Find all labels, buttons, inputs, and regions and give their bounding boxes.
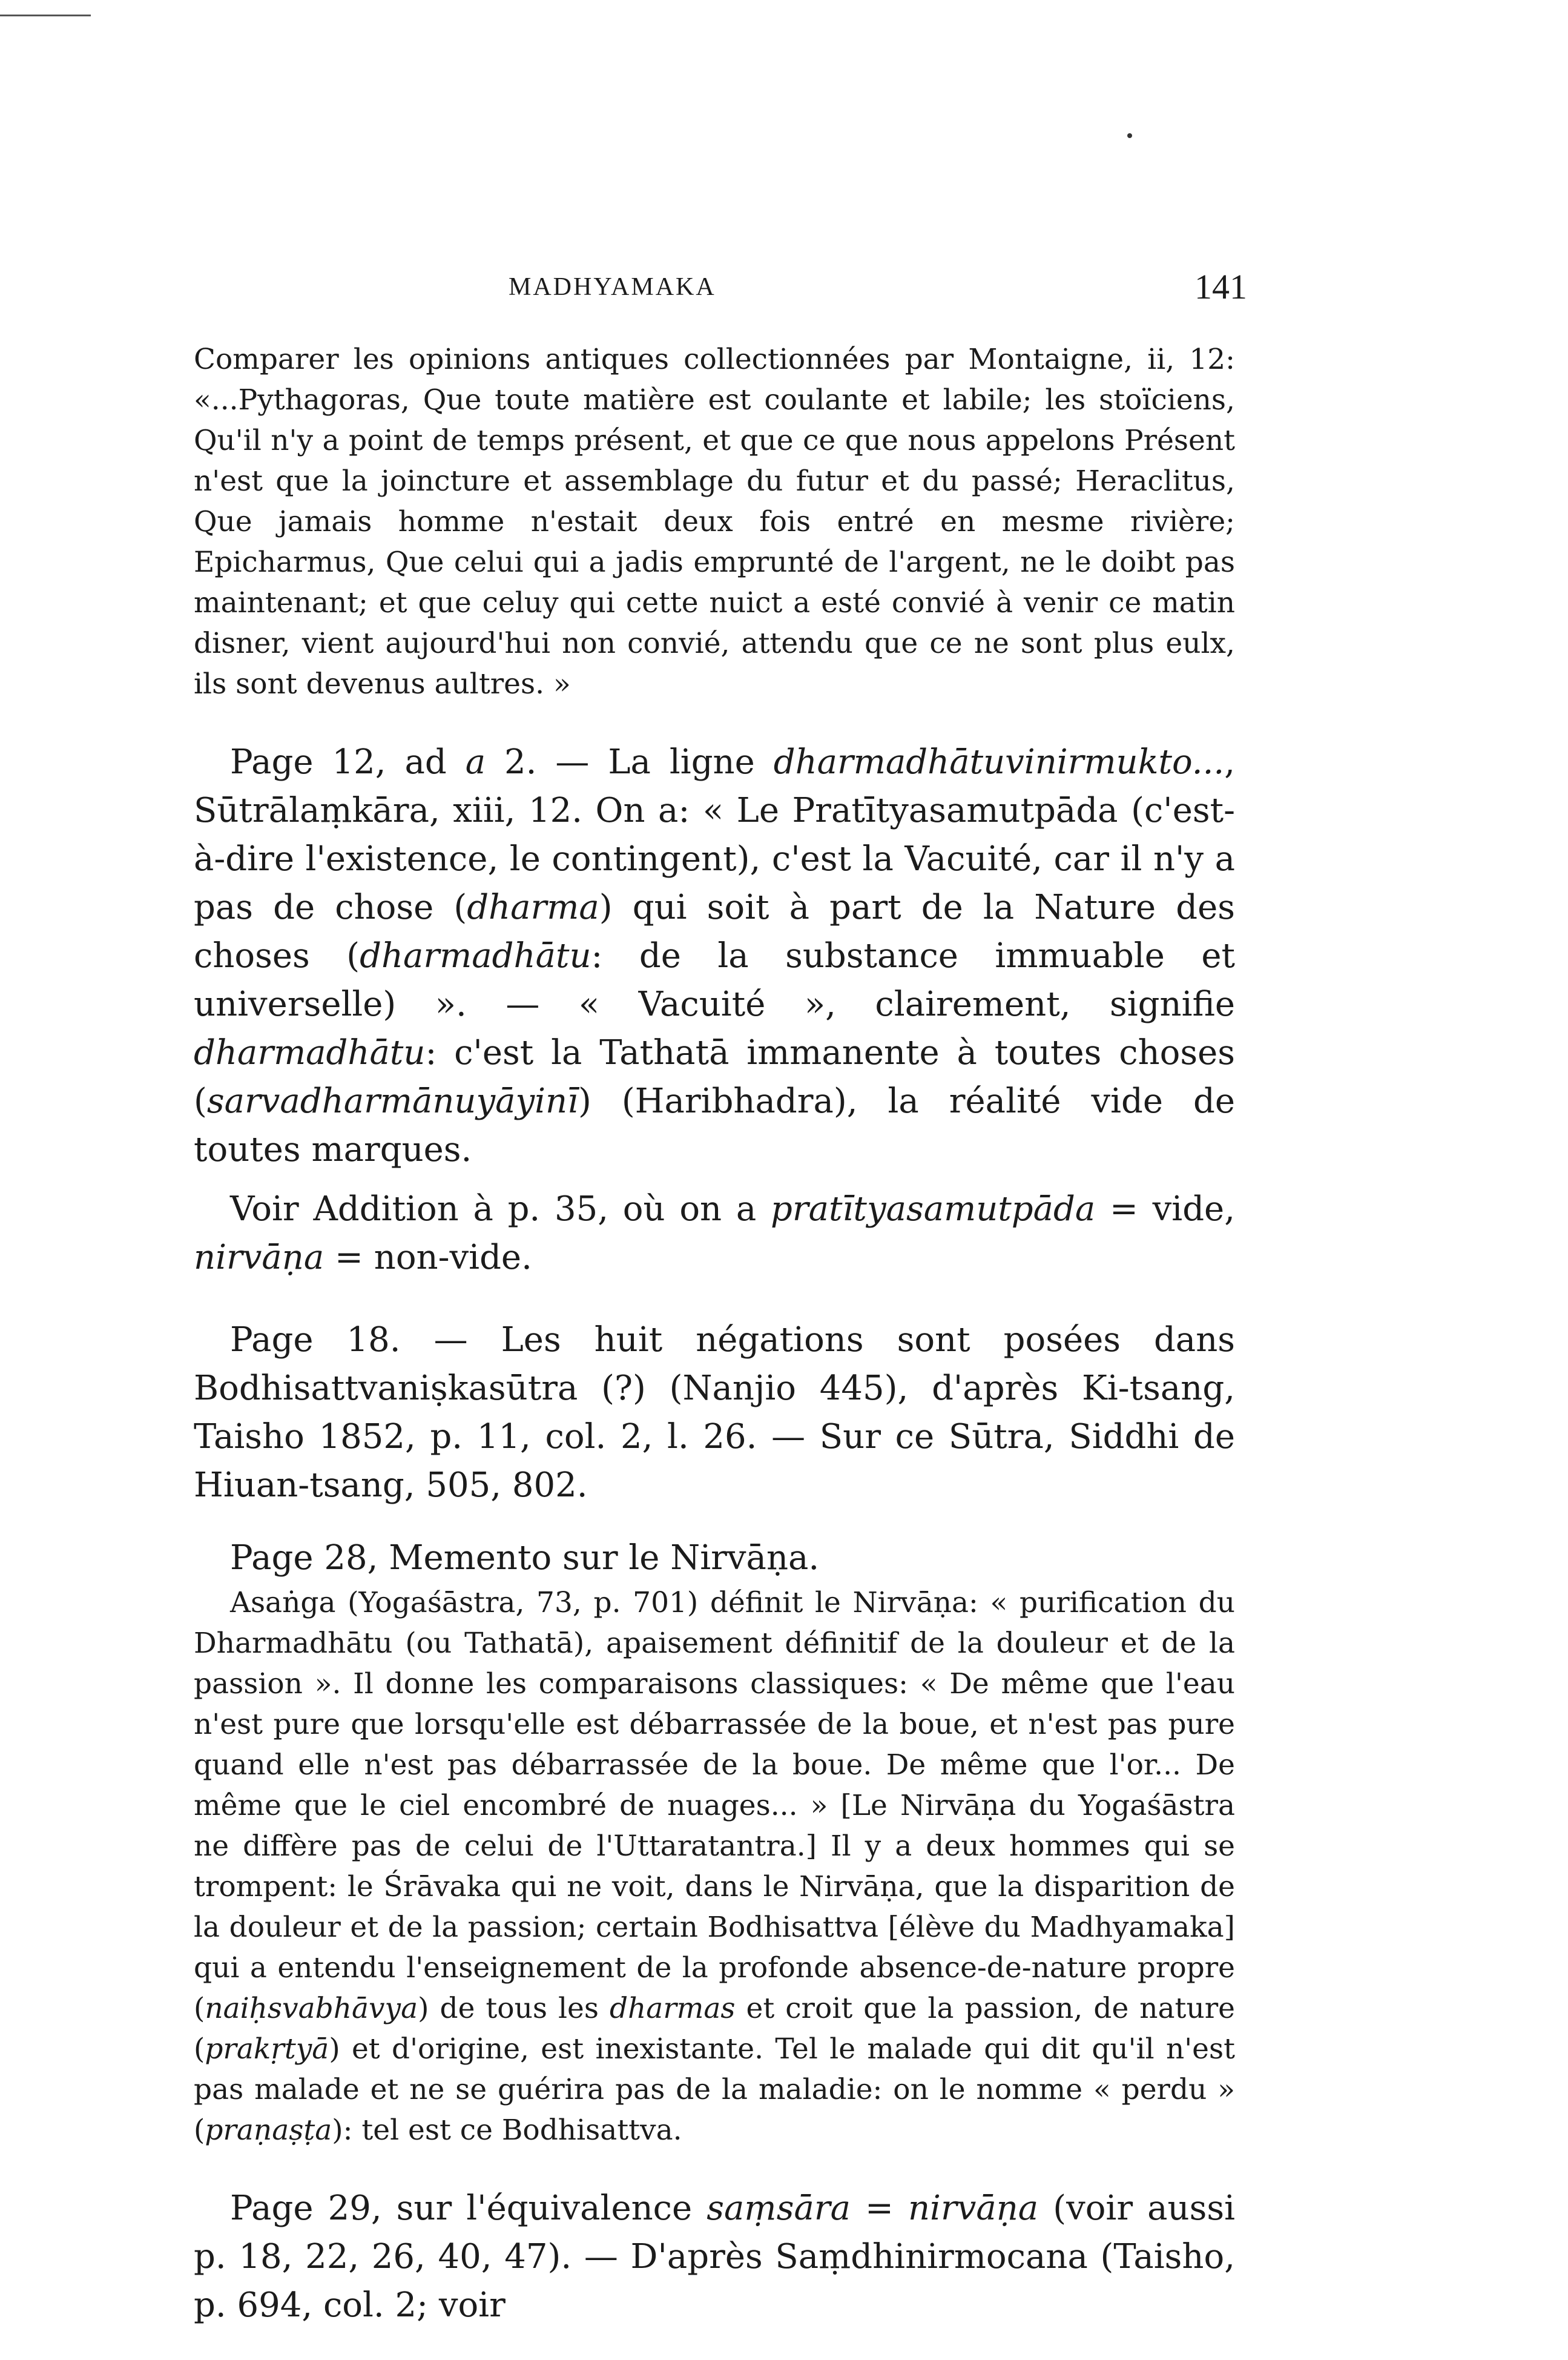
scan-speck bbox=[1127, 133, 1132, 138]
paragraph-montaigne: Comparer les opinions antiques collectionnées par Montaigne, ii, 12: «...Pythagoras, Que toute matière est coulante et labile; les stoïciens, Qu'il n'y a point de temps présent, et que ce que nous appelons Présent n'est que la joincture et assemblage du futur et du passé; Heraclitus, Que jamais homme n'estait deux fois entré en mesme rivière; Epicharmus, Que celui qui a jadis emprunté de l'argent, ne le doibt pas maintenant; et que celuy qui cette nuict a esté convié à venir ce matin disner, vient aujourd'hui non convié, attendu que ce ne sont plus eulx, ils sont devenus aultres. » bbox=[194, 343, 1235, 701]
scan-edge-mark bbox=[0, 15, 91, 16]
page-header bbox=[194, 266, 1247, 315]
page-number: 141 bbox=[1194, 267, 1247, 306]
paragraph-page-12: Page 12, ad a 2. — La ligne dharmadhātuvinirmukto..., Sūtrālaṃkāra, xiii, 12. On a: « Le Pratītyasamutpāda (c'est-à-dire l'existence, le contingent), c'est la Vacuité, car il n'y a pas de chose (dharma) qui soit à part de la Nature des choses (dharmadhātu: de la substance immuable et universelle) ». — « Vacuité », clairement, signifie dharmadhātu: c'est la Tathatā immanente à toutes choses (sarvadharmānuyāyinī) (Haribhadra), la réalité vide de toutes marques. bbox=[194, 742, 1236, 1169]
paragraph-page-18: Page 18. — Les huit négations sont posées dans Bodhisattvaniṣkasūtra (?) (Nanjio 445), d'après Ki-tsang, Taisho 1852, p. 11, col. 2, l. 26. — Sur ce Sūtra, Siddhi de Hiuan-tsang, 505, 802. bbox=[194, 1320, 1235, 1505]
running-title: MADHYAMAKA bbox=[509, 273, 716, 301]
paragraph-addition: Voir Addition à p. 35, où on a pratītyasamutpāda = vide, nirvāṇa = non-vide. bbox=[194, 1189, 1235, 1277]
paragraph-page-28-heading: Page 28, Memento sur le Nirvāṇa. bbox=[230, 1538, 820, 1578]
paragraph-page-29: Page 29, sur l'équivalence saṃsāra = nirvāṇa (voir aussi p. 18, 22, 26, 40, 47). — D'après Saṃdhinirmocana (Taisho, p. 694, col. 2; voir bbox=[194, 2189, 1235, 2325]
paragraph-asanga: Asaṅga (Yogaśāstra, 73, p. 701) définit le Nirvāṇa: « purification du Dharmadhātu (ou Tathatā), apaisement définitif de la douleur et de la passion ». Il donne les comparaisons classiques: « De même que l'eau n'est pure que lorsqu'elle est débarrassée de la boue, et n'est pas pure quand elle n'est pas débarrassée de la boue. De même que l'or... De même que le ciel encombré de nuages... » [Le Nirvāṇa du Yogaśāstra ne diffère pas de celui de l'Uttaratantra.] Il y a deux hommes qui se trompent: le Śrāvaka qui ne voit, dans le Nirvāṇa, que la disparition de la douleur et de la passion; certain Bodhisattva [élève du Madhyamaka] qui a entendu l'enseignement de la profonde absence-de-nature propre (naiḥsvabhāvya) de tous les dharmas et croit que la passion, de nature (prakṛtyā) et d'origine, est inexistante. Tel le malade qui dit qu'il n'est pas malade et ne se guérira pas de la maladie: on le nomme « perdu » (praṇaṣṭa): tel est ce Bodhisattva. bbox=[194, 1586, 1235, 2147]
page-body bbox=[194, 339, 1235, 2330]
